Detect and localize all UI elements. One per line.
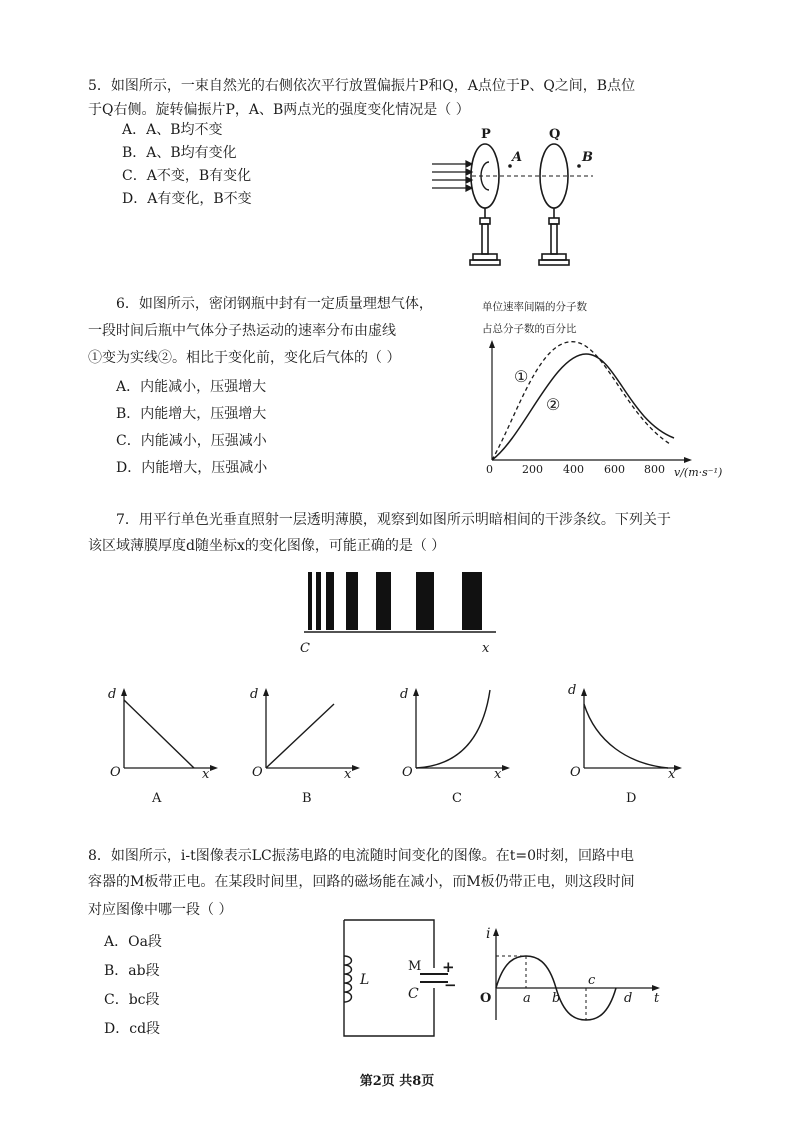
fringe-x-label: x <box>482 641 490 656</box>
q6-option-a: A．内能减小，压强增大 <box>116 379 267 395</box>
graph-b-x-label: x <box>344 767 352 782</box>
q6-stem-line3: ①变为实线②。相比于变化前，变化后气体的（ ） <box>88 350 401 366</box>
plus-sign: + <box>442 958 455 976</box>
graph-a-caption: A <box>152 791 162 804</box>
q7-graph-d <box>568 680 688 804</box>
polarizer-p <box>470 144 500 265</box>
polarizer-q <box>539 144 569 265</box>
curve-1-dashed <box>492 342 670 460</box>
chart-xlabel: v/(m·s⁻¹) <box>674 466 723 479</box>
q8-stem-line3: 对应图像中哪一段（ ） <box>88 902 233 918</box>
it-i-label: i <box>486 926 491 942</box>
label-a: A <box>512 150 523 165</box>
q6-stem-line2: 一段时间后瓶中气体分子热运动的速率分布由虚线 <box>88 323 396 339</box>
q5-option-b: B．A、B均有变化 <box>122 145 237 161</box>
circuit-wires <box>344 920 434 1036</box>
it-c-label: c <box>588 973 596 988</box>
q7-graph-c <box>400 684 510 804</box>
graph-c-curve <box>416 690 490 768</box>
q8-option-c: C．bc段 <box>104 992 160 1008</box>
q7-stem-line1: 7．用平行单色光垂直照射一层透明薄膜，观察到如图所示明暗相间的干涉条纹。下列关于 <box>116 512 671 528</box>
it-origin-label: O <box>480 991 492 1006</box>
q7-interference-fringes <box>296 568 506 658</box>
chart-xtick-600: 600 <box>604 463 625 476</box>
q8-lc-circuit <box>330 916 470 1042</box>
q8-option-b: B．ab段 <box>104 963 160 979</box>
graph-a-x-label: x <box>202 767 210 782</box>
graph-d-d-label: d <box>568 683 577 698</box>
q7-graph-a <box>108 684 218 804</box>
q6-stem-line1: 6．如图所示，密闭钢瓶中封有一定质量理想气体， <box>116 296 433 312</box>
q8-i-t-graph <box>478 920 674 1030</box>
graph-b-origin-label: O <box>252 765 263 780</box>
it-a-label: a <box>523 991 531 1006</box>
q5-stem-line1: 5．如图所示，一束自然光的右侧依次平行放置偏振片P和Q，A点位于P、Q之间，B点位 <box>88 78 636 94</box>
q6-option-b: B．内能增大，压强增大 <box>116 406 267 422</box>
graph-c-x-label: x <box>494 767 502 782</box>
chart-xtick-200: 200 <box>522 463 543 476</box>
q6-option-d: D．内能增大，压强减小 <box>116 460 268 476</box>
chart-xtick-400: 400 <box>563 463 584 476</box>
graph-a-curve <box>124 700 194 768</box>
chart-ylabel-line1: 单位速率间隔的分子数 <box>482 301 587 313</box>
graph-a-origin-label: O <box>110 765 121 780</box>
q5-option-c: C．A不变，B有变化 <box>122 168 252 184</box>
chart-y-arrow <box>489 340 495 348</box>
graph-b-d-label: d <box>250 687 259 702</box>
label-p: P <box>481 127 491 142</box>
q6-option-c: C．内能减小，压强减小 <box>116 433 267 449</box>
q8-stem-line1: 8．如图所示，i-t图像表示LC振荡电路的电流随时间变化的图像。在t=0时刻，回路中电 <box>88 848 635 864</box>
graph-c-caption: C <box>452 791 462 804</box>
graph-b-caption: B <box>302 791 312 804</box>
q7-graph-b <box>250 684 360 804</box>
graph-c-d-label: d <box>400 687 409 702</box>
q5-polarizer-figure <box>428 122 598 272</box>
graph-d-x-label: x <box>668 767 676 782</box>
it-b-label: b <box>552 991 561 1006</box>
capacitor-label: C <box>408 986 419 1002</box>
graph-a-d-label: d <box>108 687 117 702</box>
inductor-label: L <box>360 972 370 988</box>
graph-d-origin-label: O <box>570 765 581 780</box>
graph-c-origin-label: O <box>402 765 413 780</box>
fringe-bars <box>308 572 482 630</box>
q5-option-a: A．A、B均不变 <box>122 122 223 138</box>
chart-xtick-800: 800 <box>644 463 665 476</box>
curve-1-label: ① <box>514 367 529 386</box>
chart-ylabel-line2: 占总分子数的百分比 <box>482 323 577 335</box>
it-t-label: t <box>654 991 660 1006</box>
q5-stem-line2: 于Q右侧。旋转偏振片P，A、B两点光的强度变化情况是（ ） <box>88 102 470 118</box>
graph-b-curve <box>266 704 334 768</box>
q8-stem-line2: 容器的M板带正电。在某段时间里，回路的磁场能在减小，而M板仍带正电，则这段时间 <box>88 874 635 890</box>
point-b-dot <box>577 164 581 168</box>
q5-option-d: D．A有变化，B不变 <box>122 191 252 207</box>
plate-m-label: M <box>408 959 422 974</box>
graph-d-caption: D <box>626 791 637 804</box>
q7-stem-line2: 该区域薄膜厚度d随坐标x的变化图像，可能正确的是（ ） <box>88 538 446 554</box>
chart-origin-label: 0 <box>486 463 493 476</box>
q8-option-d: D．cd段 <box>104 1021 161 1037</box>
label-b: B <box>582 150 593 165</box>
inductor-coil <box>344 956 352 1002</box>
minus-sign: − <box>444 976 457 994</box>
fringe-origin-label: C <box>300 641 310 656</box>
q8-option-a: A．Oa段 <box>104 934 162 950</box>
light-arrows <box>432 161 472 191</box>
q6-speed-distribution-chart <box>478 296 740 480</box>
it-d-label: d <box>624 991 633 1006</box>
label-q: Q <box>549 127 561 142</box>
curve-2-label: ② <box>546 395 561 414</box>
chart-x-arrow <box>684 457 692 463</box>
page-footer: 第2页 共8页 <box>359 1074 435 1089</box>
graph-d-curve <box>584 704 668 768</box>
